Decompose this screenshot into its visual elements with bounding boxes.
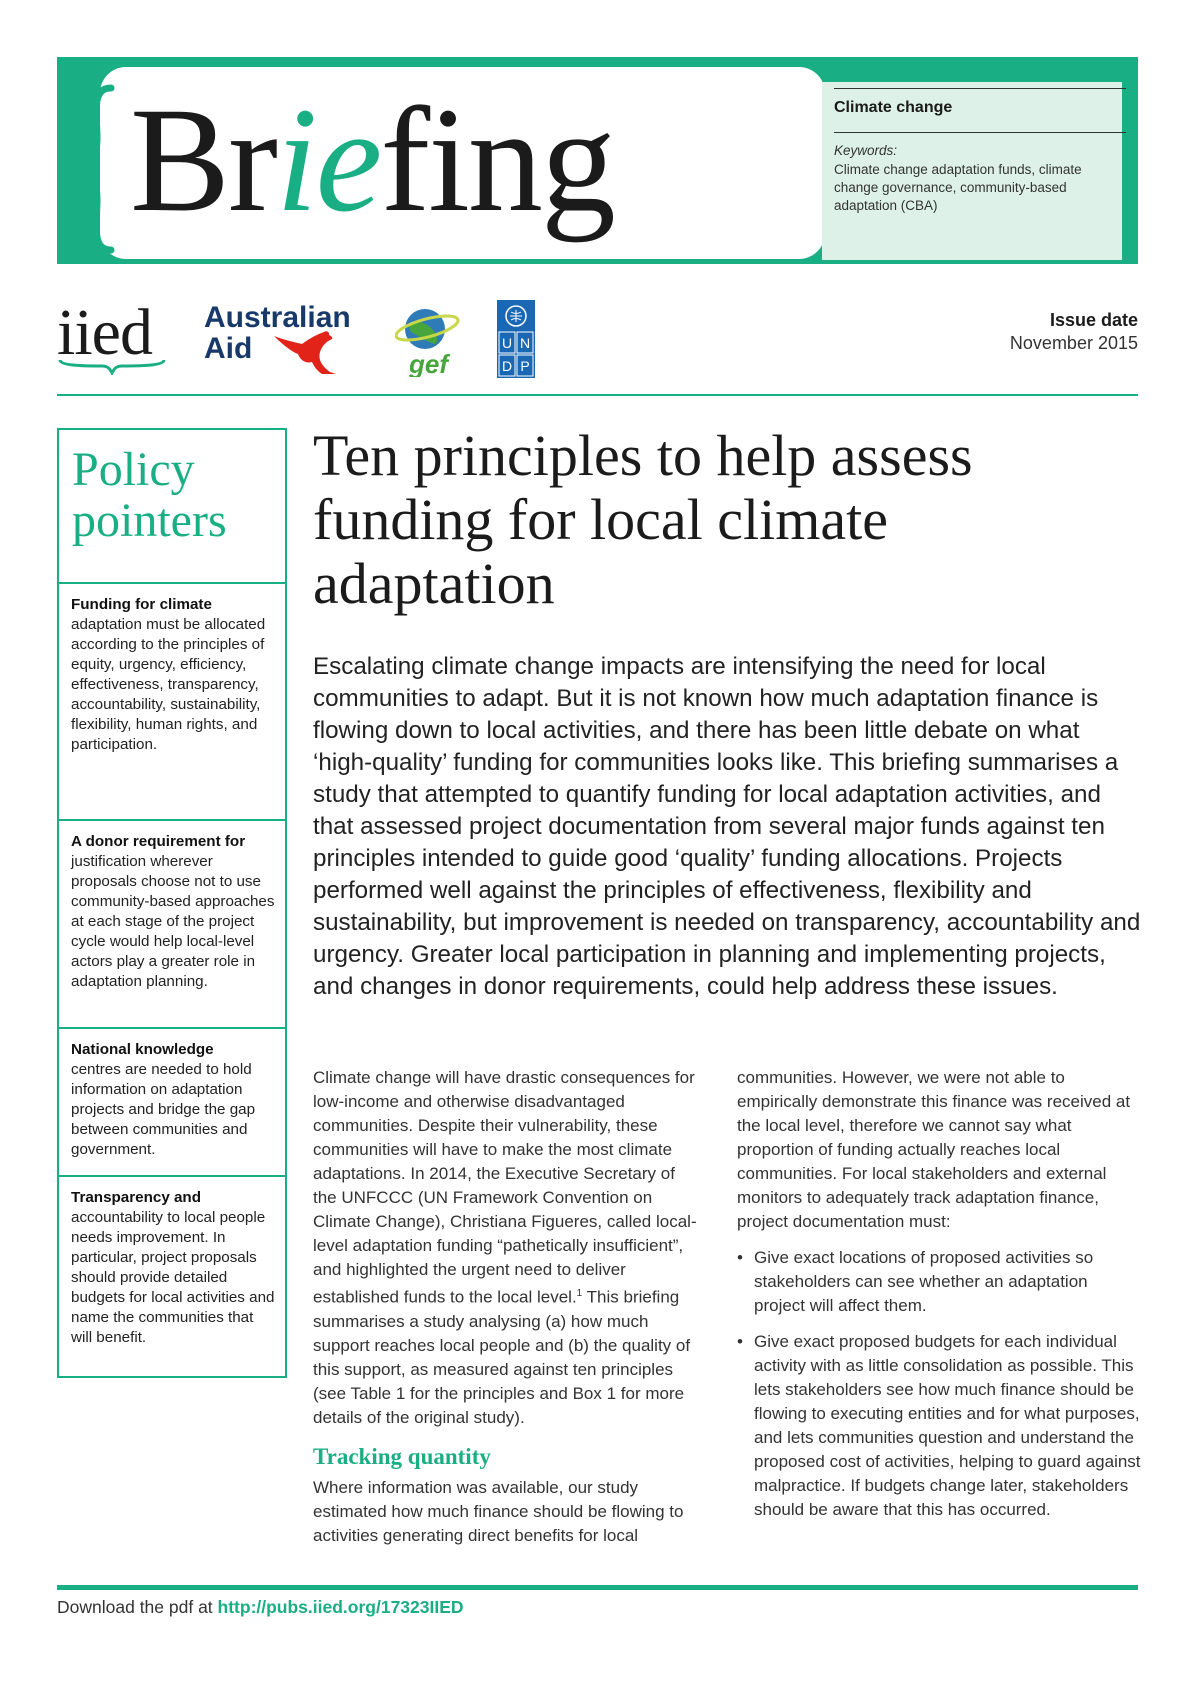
aid-text: Aid bbox=[204, 332, 253, 365]
footer-divider bbox=[57, 1585, 1138, 1590]
policy-pointer-item bbox=[57, 819, 287, 1027]
brand-ie: ie bbox=[276, 77, 381, 243]
footer-prefix: Download the pdf at bbox=[57, 1597, 218, 1617]
policy-pointers-title bbox=[72, 444, 285, 546]
policy-pointers-title-box bbox=[57, 428, 287, 582]
kangaroo-icon bbox=[272, 330, 342, 376]
policy-pointers-sidebar bbox=[57, 428, 287, 1378]
policy-pointer-text: justification wherever proposals choose not to use community-based approaches at each stage of the project cycle would help local-level actors play a greater role in adaptation planning. bbox=[71, 853, 275, 990]
section-heading: Tracking quantity bbox=[313, 1443, 491, 1469]
policy-pointer-item bbox=[57, 582, 287, 819]
policy-pointer-lead: Funding for climate bbox=[71, 596, 212, 613]
keywords-label: Keywords: bbox=[834, 143, 898, 158]
body-column-left bbox=[313, 1066, 703, 1548]
body-paragraph bbox=[313, 1066, 703, 1430]
undp-letter-d: D bbox=[501, 358, 513, 374]
topic-label: Climate change bbox=[834, 99, 953, 116]
logos-divider bbox=[57, 394, 1138, 396]
issue-date-value: November 2015 bbox=[1009, 333, 1138, 353]
footnote-mark: 1 bbox=[576, 1288, 583, 1299]
topic-rule-bottom bbox=[834, 132, 1126, 133]
brand-pre: Br bbox=[130, 77, 276, 243]
body-text: Climate change will have drastic consequences for low-income and otherwise disadvantaged communities. Despite their vulnerability, these communities will have to make the most climate adaptations. In 2014, the Executive Secretary of the UNFCCC (UN Framework Convention on Climate Change), Christiana Figueres, called local-level adaptation funding “pathetically insufficient”, and highlighted the urgent need to deliver established funds to the local level. bbox=[313, 1068, 697, 1307]
policy-pointers-title-line1: Policy bbox=[72, 443, 195, 496]
footer bbox=[57, 1597, 464, 1618]
topic-rule-top bbox=[834, 88, 1126, 89]
body-text-cont: This briefing summarises a study analysing (a) how much support reaches local people and (b) the quality of this support, as measured against ten principles (see Table 1 for the principles and Box 1 for more details of the original study). bbox=[313, 1287, 691, 1427]
keywords-text: Climate change adaptation funds, climate change governance, community-based adaptation (CBA) bbox=[834, 162, 1082, 213]
body-column-right bbox=[737, 1066, 1142, 1534]
policy-pointers-title-line2: pointers bbox=[72, 494, 227, 547]
policy-pointer-item bbox=[57, 1175, 287, 1378]
brace-icon bbox=[77, 84, 117, 254]
australian-text: Australian bbox=[204, 301, 351, 334]
bullet-item: • Give exact proposed budgets for each individual activity with as little consolidation as possible. This lets stakeholders see how much finance should be flowing to executing entities and for what purposes, and lets communities question and understand the proposed cost of activities, helping to guard against malpractice. If budgets change later, stakeholders should be aware that this has occurred. bbox=[737, 1330, 1142, 1522]
issue-date-label: Issue date bbox=[1049, 310, 1138, 330]
policy-pointer-text: adaptation must be allocated according to the principles of equity, urgency, efficiency, effectiveness, transparency, accountability, sustainability, flexibility, human rights, and participation. bbox=[71, 616, 266, 753]
article-summary: Escalating climate change impacts are intensifying the need for local communities to adapt. But it is not known how much adaptation finance is flowing down to local activities, and there has been little debate on what ‘high-quality’ funding for communities looks like. This briefing summarises a study that attempted to quantify funding for local adaptation activities, and that assessed project documentation from several major funds against ten principles intended to guide good ‘quality’ funding allocations. Projects performed well against the principles of effectiveness, flexibility and sustainability, but improvement is needed on transparency, accountability and urgency. Greater local participation in planning and implementing projects, and changes in donor requirements, could help address these issues. bbox=[313, 653, 1141, 1000]
undp-logo bbox=[497, 300, 535, 378]
iied-logo: iied bbox=[57, 296, 152, 369]
undp-letter-n: N bbox=[519, 335, 531, 351]
bullet-item: • Give exact locations of proposed activities so stakeholders can see whether an adaptation project will affect them. bbox=[737, 1246, 1142, 1318]
policy-pointer-lead: Transparency and bbox=[71, 1189, 201, 1206]
gef-text: gef bbox=[409, 349, 448, 377]
briefing-title bbox=[130, 70, 614, 250]
gef-logo bbox=[395, 302, 465, 377]
policy-pointer-lead: A donor requirement for bbox=[71, 833, 246, 850]
iied-brace-icon bbox=[58, 357, 166, 375]
policy-pointer-text: centres are needed to hold information on adaptation projects and bridge the gap between communities and government. bbox=[71, 1061, 256, 1158]
body-paragraph: communities. However, we were not able to empirically demonstrate this finance was received at the local level, therefore we cannot say what proportion of funding actually reaches local communities. For local stakeholders and external monitors to adequately track adaptation finance, project documentation must: bbox=[737, 1068, 1131, 1231]
undp-letter-p: P bbox=[520, 358, 530, 374]
policy-pointer-lead: National knowledge bbox=[71, 1041, 214, 1058]
article-headline: Ten principles to help assess funding for local climate adaptation bbox=[313, 423, 973, 616]
pdf-download-link[interactable]: http://pubs.iied.org/17323IIED bbox=[217, 1597, 464, 1617]
body-paragraph: Where information was available, our study estimated how much finance should be flowing to activities generating direct benefits for local bbox=[313, 1477, 684, 1545]
policy-pointer-text: accountability to local people needs improvement. In particular, project proposals should provide detailed budgets for local activities and name the communities that will benefit. bbox=[71, 1209, 275, 1346]
brand-post: fing bbox=[380, 77, 614, 243]
policy-pointer-item bbox=[57, 1027, 287, 1175]
bullet-list bbox=[737, 1246, 1142, 1522]
undp-letter-u: U bbox=[501, 335, 513, 351]
